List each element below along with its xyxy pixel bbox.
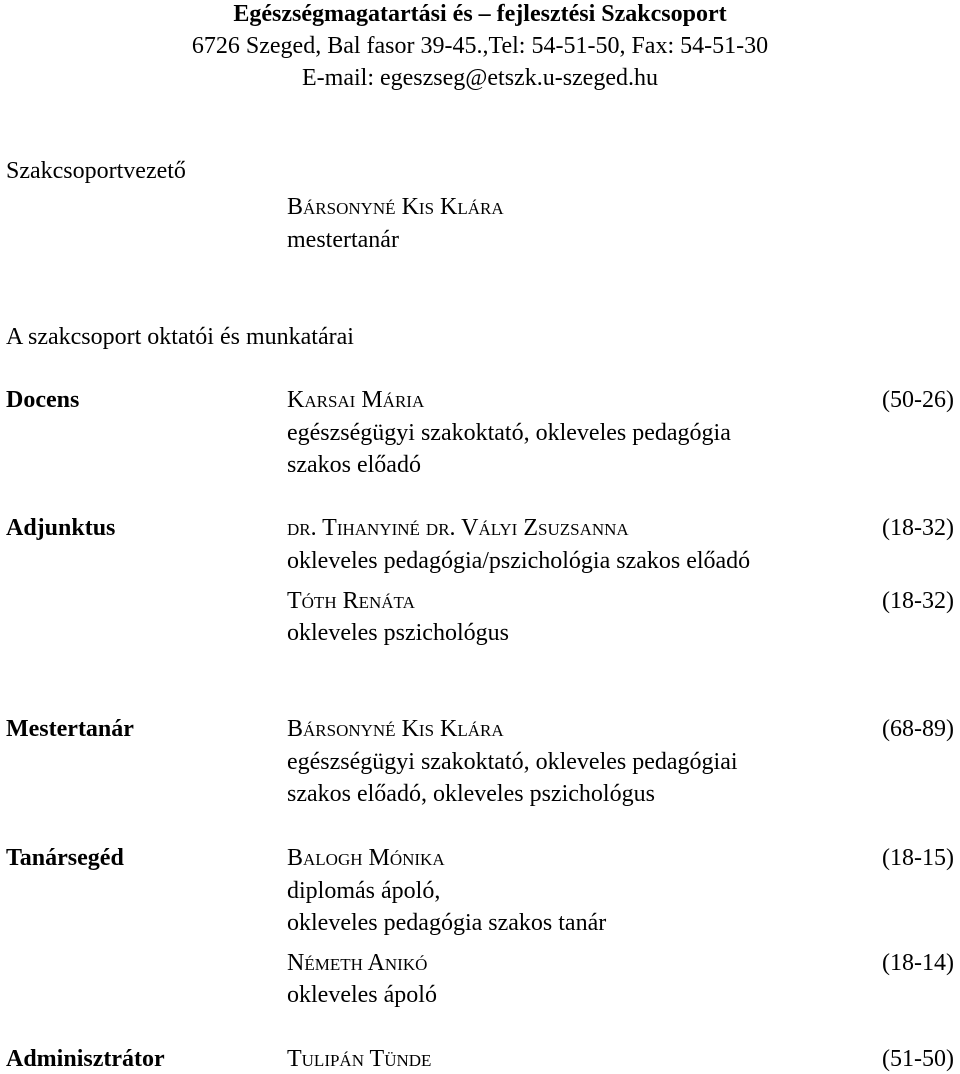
role-label-mestertanar: Mestertanár [6,716,134,742]
person-description: egészségügyi szakoktató, okleveles pedagógiai [287,749,738,775]
staff-heading: A szakcsoport oktatói és munkatárai [6,324,354,350]
person-description: okleveles pedagógia szakos tanár [287,910,607,936]
role-label-docens: Docens [6,387,80,413]
person-description: okleveles ápoló [287,982,437,1008]
person-name: Bársonyné Kis Klára [287,716,504,742]
phone-extension: (18-32) [882,588,954,614]
person-name: dr. Tihanyiné dr. Vályi Zsuzsanna [287,515,629,541]
person-description: okleveles pedagógia/pszichológia szakos előadó [287,548,751,574]
person-description: diplomás ápoló, [287,878,441,904]
phone-extension: (51-50) [882,1046,954,1072]
person-name: Karsai Mária [287,387,425,413]
leader-heading: Szakcsoportvezető [6,158,186,184]
address-line: 6726 Szeged, Bal fasor 39-45.,Tel: 54-51-50, Fax: 54-51-30 [191,33,769,59]
phone-extension: (68-89) [882,716,954,742]
leader-name: Bársonyné Kis Klára [287,194,504,220]
person-name: Tóth Renáta [287,588,415,614]
email-line: E-mail: egeszseg@etszk.u-szeged.hu [302,65,658,91]
role-label-adjunktus: Adjunktus [6,515,116,541]
person-description: szakos előadó, okleveles pszichológus [287,781,655,807]
phone-extension: (50-26) [882,387,954,413]
phone-extension: (18-14) [882,950,954,976]
phone-extension: (18-32) [882,515,954,541]
role-label-tanarseged: Tanársegéd [6,845,124,871]
person-name: Németh Anikó [287,950,428,976]
person-name: Balogh Mónika [287,845,445,871]
phone-extension: (18-15) [882,845,954,871]
group-title: Egészségmagatartási és – fejlesztési Szakcsoport [233,1,727,27]
person-description: szakos előadó [287,452,421,478]
person-description: okleveles pszichológus [287,620,509,646]
leader-title: mestertanár [287,227,399,253]
person-description: egészségügyi szakoktató, okleveles pedagógia [287,420,731,446]
person-name: Tulipán Tünde [287,1046,432,1072]
role-label-adminisztrator: Adminisztrátor [6,1046,165,1072]
